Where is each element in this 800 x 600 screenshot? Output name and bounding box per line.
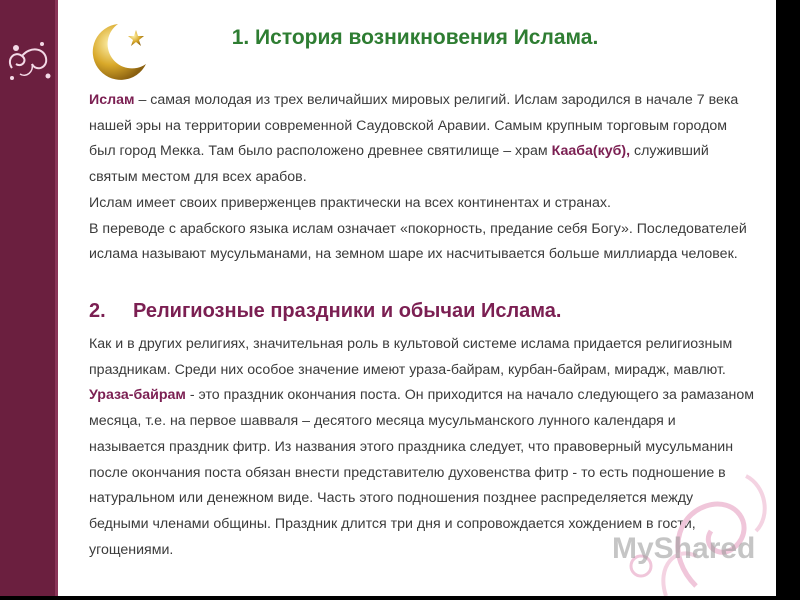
floral-swirl-ornament (546, 436, 776, 596)
uraza-term: Ураза-байрам (89, 387, 186, 404)
islam-term: Ислам (89, 92, 135, 108)
translation-paragraph: В переводе с арабского языка ислам означает «покорность, предание себя Богу». Последователей ислама называют мусульманами, на земном шаре их насчитывается больше миллиарда человек. (89, 220, 747, 263)
flourish-ornament-icon (4, 38, 54, 86)
kaaba-term: Кааба(куб), (551, 143, 631, 160)
holidays-intro: Как и в других религиях, значительная роль в культовой системе ислама придается религиозным праздникам. Среди них особое значение имеют ураза-байрам, курбан-байрам, мирадж, мавлют. (89, 336, 733, 378)
slide-title: 1. История возникновения Ислама. (231, 26, 599, 49)
watermark: MyShared (612, 532, 756, 565)
crescent-moon-icon (88, 20, 160, 80)
section2-number: 2. (89, 300, 106, 322)
kaaba-sentence: служивший святым местом для всех арабов. (89, 143, 709, 186)
uraza-text: - это праздник окончания поста. Он приходится на начало следующего за рамазаном месяца, т.е. на первое шавваля – десятого месяца мусульманского лунного календаря и называется праздник фитр. Из названия этого праздника следует, что правоверный мусульманин после окончания поста обязан внести представителю духовенства фитр - то есть подношение в натуральном или денежном виде. Часть этого подношения позднее распределяется между бедными членами общины. Праздник длится три дня и сопровождается хождением в гости, угощениями. (89, 387, 755, 558)
followers-paragraph: Ислам имеет своих приверженцев практически на всех континентах и странах. (89, 194, 611, 211)
intro-sentence: – самая молодая из трех величайших мировых религий. Ислам зародился в начале 7 века нашей эры на территории современной Саудовской Аравии. Самым крупным торговым городом был город Мекка. Там было расположено древнее святилище – храм (89, 92, 739, 160)
intro-text (89, 88, 754, 268)
section2-heading (89, 299, 754, 325)
section2-title: Религиозные праздники и обычаи Ислама. (133, 300, 562, 322)
left-decorative-band (0, 0, 58, 596)
